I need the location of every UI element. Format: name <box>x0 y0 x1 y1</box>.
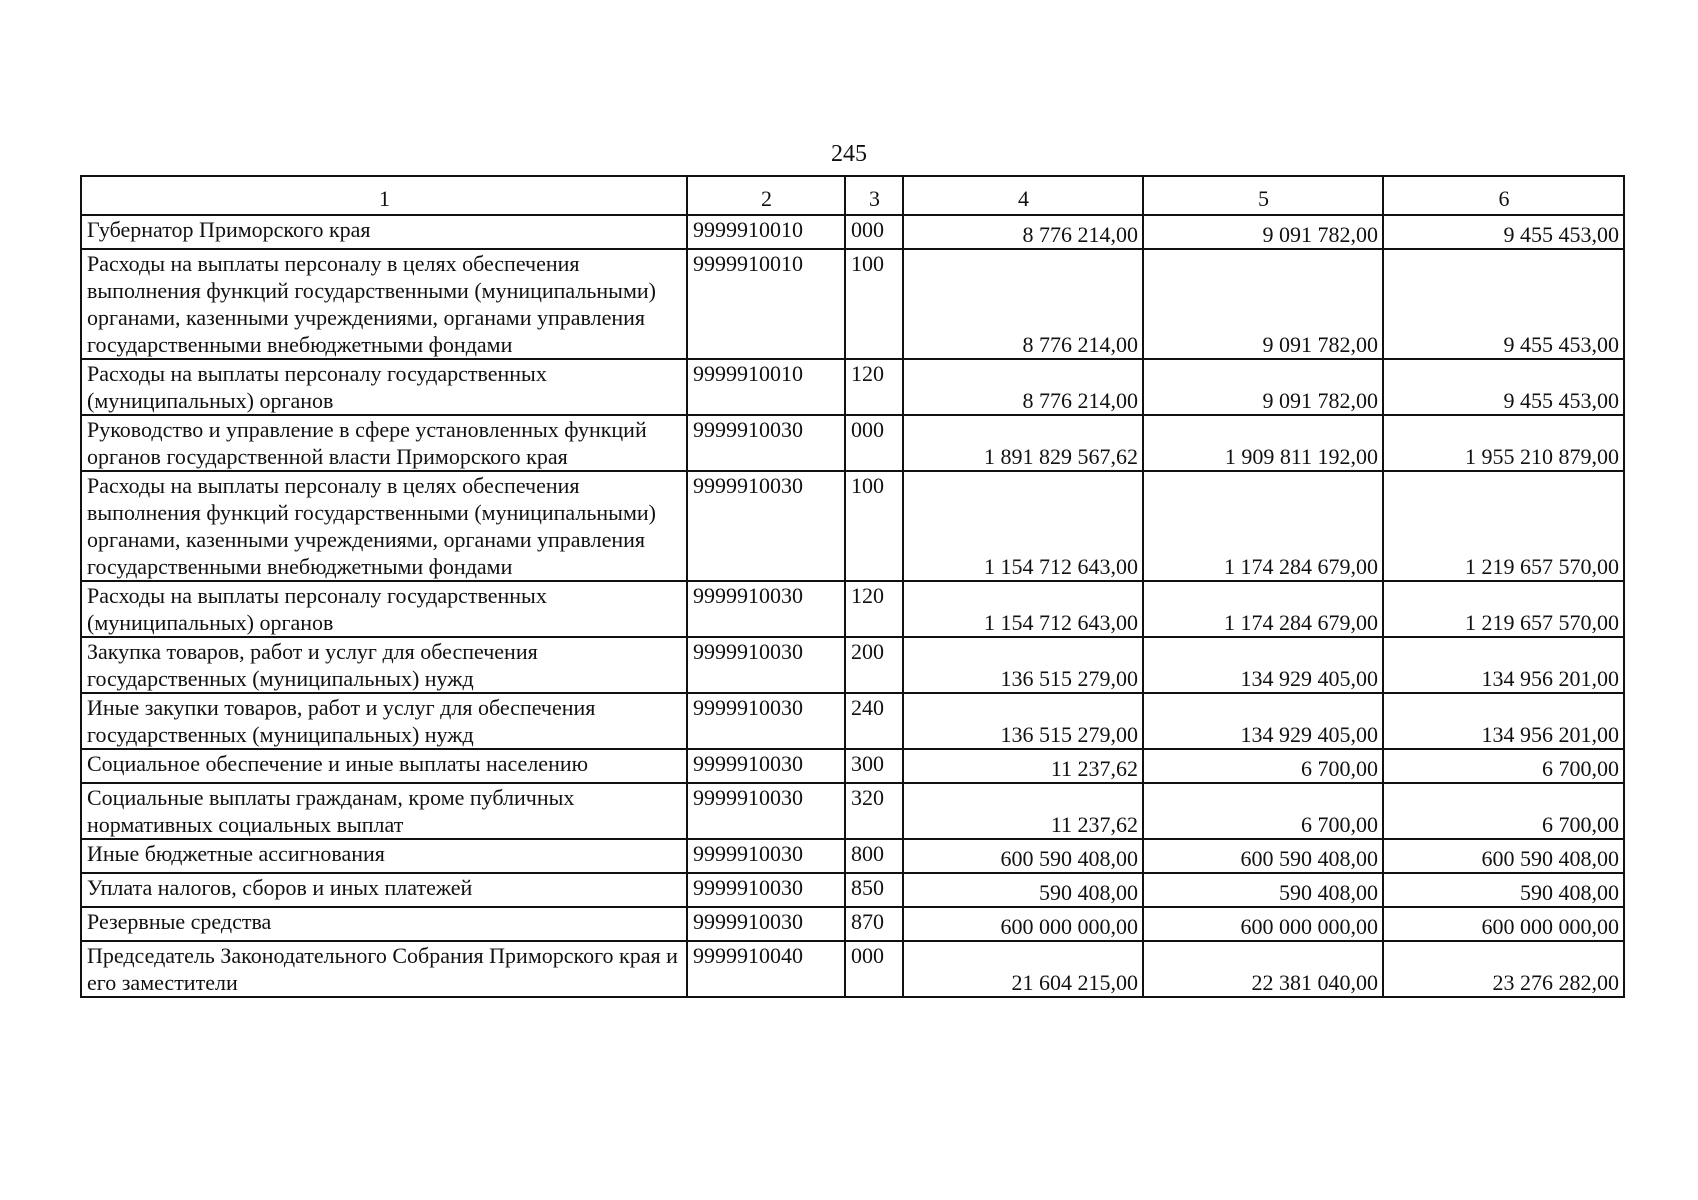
table-row <box>81 215 1624 249</box>
row-expense-kind: 320 <box>845 783 903 839</box>
row-value-col5: 1 909 811 192,00 <box>1143 415 1383 471</box>
table-row <box>81 873 1624 907</box>
row-target-code: 9999910010 <box>687 249 845 359</box>
row-target-code: 9999910030 <box>687 839 845 873</box>
row-target-code: 9999910030 <box>687 749 845 783</box>
row-value-col6: 600 000 000,00 <box>1383 907 1624 941</box>
row-value-col5: 1 174 284 679,00 <box>1143 581 1383 637</box>
row-expense-kind: 000 <box>845 415 903 471</box>
row-value-col4: 600 000 000,00 <box>903 907 1143 941</box>
row-value-col6: 9 455 453,00 <box>1383 249 1624 359</box>
row-value-col4: 8 776 214,00 <box>903 249 1143 359</box>
row-value-col4: 590 408,00 <box>903 873 1143 907</box>
row-expense-kind: 120 <box>845 581 903 637</box>
budget-table <box>80 175 1625 998</box>
row-value-col5: 9 091 782,00 <box>1143 249 1383 359</box>
column-header: 3 <box>845 176 903 215</box>
row-target-code: 9999910030 <box>687 873 845 907</box>
table-row <box>81 749 1624 783</box>
table-row <box>81 359 1624 415</box>
row-expense-kind: 240 <box>845 693 903 749</box>
row-value-col5: 9 091 782,00 <box>1143 359 1383 415</box>
row-value-col5: 600 590 408,00 <box>1143 839 1383 873</box>
row-target-code: 9999910030 <box>687 637 845 693</box>
row-name: Закупка товаров, работ и услуг для обеспечения государственных (муниципальных) нужд <box>81 637 687 693</box>
row-value-col6: 1 219 657 570,00 <box>1383 471 1624 581</box>
page-number: 245 <box>831 141 867 167</box>
row-value-col4: 136 515 279,00 <box>903 637 1143 693</box>
column-header: 6 <box>1383 176 1624 215</box>
row-target-code: 9999910030 <box>687 415 845 471</box>
row-expense-kind: 000 <box>845 941 903 997</box>
row-value-col6: 134 956 201,00 <box>1383 637 1624 693</box>
row-expense-kind: 100 <box>845 471 903 581</box>
row-expense-kind: 300 <box>845 749 903 783</box>
column-header: 4 <box>903 176 1143 215</box>
row-expense-kind: 120 <box>845 359 903 415</box>
row-name: Председатель Законодательного Собрания Приморского края и его заместители <box>81 941 687 997</box>
row-name: Социальное обеспечение и иные выплаты населению <box>81 749 687 783</box>
row-expense-kind: 200 <box>845 637 903 693</box>
row-value-col4: 1 154 712 643,00 <box>903 471 1143 581</box>
row-value-col6: 9 455 453,00 <box>1383 215 1624 249</box>
row-name: Расходы на выплаты персоналу в целях обеспечения выполнения функций государственными (муниципальными) органами, казенными учреждениями, органами управления государственными внебюджетными фондами <box>81 471 687 581</box>
table-row <box>81 581 1624 637</box>
table-row <box>81 415 1624 471</box>
column-header: 5 <box>1143 176 1383 215</box>
row-value-col5: 134 929 405,00 <box>1143 637 1383 693</box>
row-target-code: 9999910030 <box>687 471 845 581</box>
row-expense-kind: 000 <box>845 215 903 249</box>
row-target-code: 9999910010 <box>687 215 845 249</box>
table-row <box>81 839 1624 873</box>
row-value-col5: 22 381 040,00 <box>1143 941 1383 997</box>
row-value-col4: 1 891 829 567,62 <box>903 415 1143 471</box>
row-value-col4: 11 237,62 <box>903 749 1143 783</box>
table-row <box>81 941 1624 997</box>
row-value-col4: 1 154 712 643,00 <box>903 581 1143 637</box>
row-name: Расходы на выплаты персоналу государственных (муниципальных) органов <box>81 581 687 637</box>
row-value-col5: 590 408,00 <box>1143 873 1383 907</box>
row-name: Руководство и управление в сфере установленных функций органов государственной власти Приморского края <box>81 415 687 471</box>
row-value-col4: 600 590 408,00 <box>903 839 1143 873</box>
row-value-col5: 1 174 284 679,00 <box>1143 471 1383 581</box>
row-value-col5: 6 700,00 <box>1143 783 1383 839</box>
table-header-row <box>81 176 1624 215</box>
table-row <box>81 907 1624 941</box>
row-target-code: 9999910030 <box>687 581 845 637</box>
row-target-code: 9999910040 <box>687 941 845 997</box>
row-value-col5: 134 929 405,00 <box>1143 693 1383 749</box>
row-expense-kind: 850 <box>845 873 903 907</box>
row-target-code: 9999910030 <box>687 907 845 941</box>
row-target-code: 9999910030 <box>687 693 845 749</box>
row-name: Резервные средства <box>81 907 687 941</box>
row-value-col5: 6 700,00 <box>1143 749 1383 783</box>
row-name: Иные закупки товаров, работ и услуг для обеспечения государственных (муниципальных) нужд <box>81 693 687 749</box>
row-value-col6: 1 955 210 879,00 <box>1383 415 1624 471</box>
row-target-code: 9999910010 <box>687 359 845 415</box>
row-value-col5: 600 000 000,00 <box>1143 907 1383 941</box>
row-value-col4: 136 515 279,00 <box>903 693 1143 749</box>
row-value-col4: 21 604 215,00 <box>903 941 1143 997</box>
row-expense-kind: 100 <box>845 249 903 359</box>
row-name: Уплата налогов, сборов и иных платежей <box>81 873 687 907</box>
row-value-col6: 6 700,00 <box>1383 749 1624 783</box>
row-value-col4: 8 776 214,00 <box>903 359 1143 415</box>
column-header: 2 <box>687 176 845 215</box>
row-expense-kind: 870 <box>845 907 903 941</box>
row-value-col6: 9 455 453,00 <box>1383 359 1624 415</box>
row-name: Расходы на выплаты персоналу в целях обеспечения выполнения функций государственными (муниципальными) органами, казенными учреждениями, органами управления государственными внебюджетными фондами <box>81 249 687 359</box>
table-row <box>81 471 1624 581</box>
row-value-col4: 8 776 214,00 <box>903 215 1143 249</box>
row-value-col6: 134 956 201,00 <box>1383 693 1624 749</box>
row-name: Губернатор Приморского края <box>81 215 687 249</box>
row-value-col5: 9 091 782,00 <box>1143 215 1383 249</box>
row-expense-kind: 800 <box>845 839 903 873</box>
row-value-col4: 11 237,62 <box>903 783 1143 839</box>
row-name: Социальные выплаты гражданам, кроме публичных нормативных социальных выплат <box>81 783 687 839</box>
table-row <box>81 783 1624 839</box>
table-row <box>81 637 1624 693</box>
row-value-col6: 1 219 657 570,00 <box>1383 581 1624 637</box>
row-name: Иные бюджетные ассигнования <box>81 839 687 873</box>
row-value-col6: 600 590 408,00 <box>1383 839 1624 873</box>
table-row <box>81 249 1624 359</box>
row-value-col6: 590 408,00 <box>1383 873 1624 907</box>
column-header: 1 <box>81 176 687 215</box>
table-row <box>81 693 1624 749</box>
row-target-code: 9999910030 <box>687 783 845 839</box>
row-value-col6: 6 700,00 <box>1383 783 1624 839</box>
row-value-col6: 23 276 282,00 <box>1383 941 1624 997</box>
row-name: Расходы на выплаты персоналу государственных (муниципальных) органов <box>81 359 687 415</box>
